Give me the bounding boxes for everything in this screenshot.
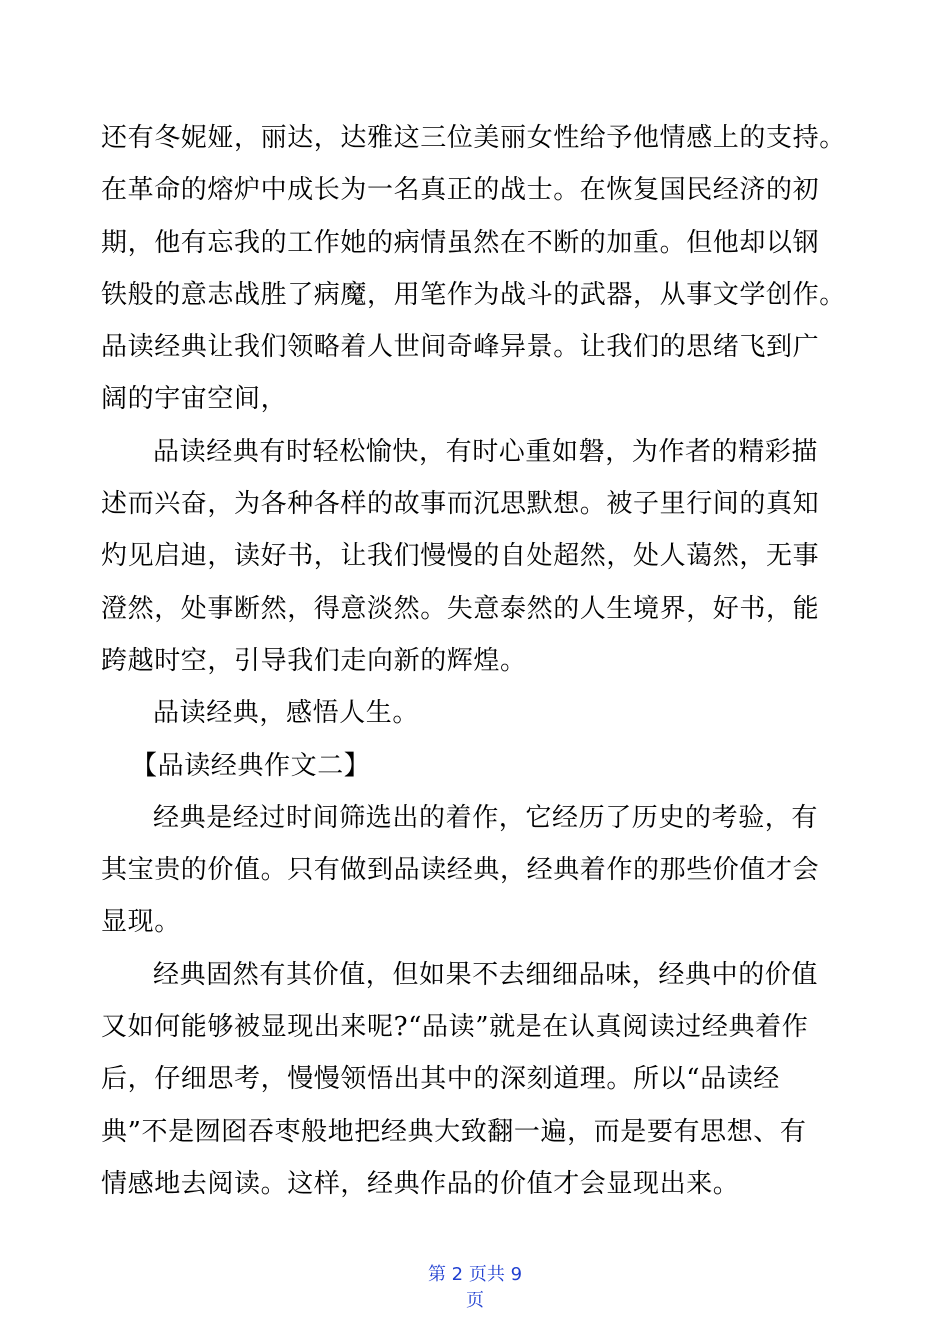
text-line: 铁般的意志战胜了病魔，用笔作为战斗的武器，从事文学创作。 (101, 279, 846, 310)
text-line: 跨越时空，引导我们走向新的辉煌。 (101, 645, 527, 676)
text-line: 情感地去阅读。这样，经典作品的价值才会显现出来。 (101, 1168, 740, 1199)
text-line: 后，仔细思考，慢慢领悟出其中的深刻道理。所以“品读经 (101, 1064, 780, 1095)
document-body (101, 112, 861, 1210)
paragraph-start-line: 经典固然有其价值，但如果不去细细品味，经典中的价值 (153, 959, 819, 990)
paragraph-start-line: 经典是经过时间筛选出的着作，它经历了历史的考验，有 (153, 802, 819, 833)
text-line: 品读经典让我们领略着人世间奇峰异景。让我们的思绪飞到广 (101, 332, 820, 363)
paragraph-start-line: 品读经典有时轻松愉快，有时心重如磐，为作者的精彩描 (153, 436, 819, 467)
page-number-line-1: 第 2 页共 9 (427, 1264, 523, 1285)
page-number-line-2: 页 (466, 1290, 484, 1311)
text-line: 又如何能够被显现出来呢?“品读”就是在认真阅读过经典着作 (101, 1012, 809, 1043)
text-line: 还有冬妮娅，丽达，达雅这三位美丽女性给予他情感上的支持。 (101, 123, 846, 153)
text-line: 期，他有忘我的工作她的病情虽然在不断的加重。但他却以钢 (101, 227, 820, 258)
text-line: 其宝贵的价值。只有做到品读经典，经典着作的那些价值才会 (101, 855, 820, 886)
section-heading: 【品读经典作文二】 (131, 750, 371, 781)
text-line: 灼见启迪，读好书，让我们慢慢的自处超然，处人蔼然，无事 (101, 541, 820, 572)
text-line: 澄然，处事断然，得意淡然。失意泰然的人生境界，好书，能 (101, 593, 820, 624)
text-line: 阔的宇宙空间， (101, 384, 288, 415)
text-line: 显现。 (101, 907, 181, 938)
page-number-footer (0, 1262, 950, 1314)
paragraph-start-line: 品读经典，感悟人生。 (153, 698, 420, 729)
text-line: 在革命的熔炉中成长为一名真正的战士。在恢复国民经济的初 (101, 175, 820, 206)
text-line: 述而兴奋，为各种各样的故事而沉思默想。被子里行间的真知 (101, 489, 820, 520)
text-line: 典”不是囫囵吞枣般地把经典大致翻一遍，而是要有思想、有 (101, 1116, 807, 1147)
